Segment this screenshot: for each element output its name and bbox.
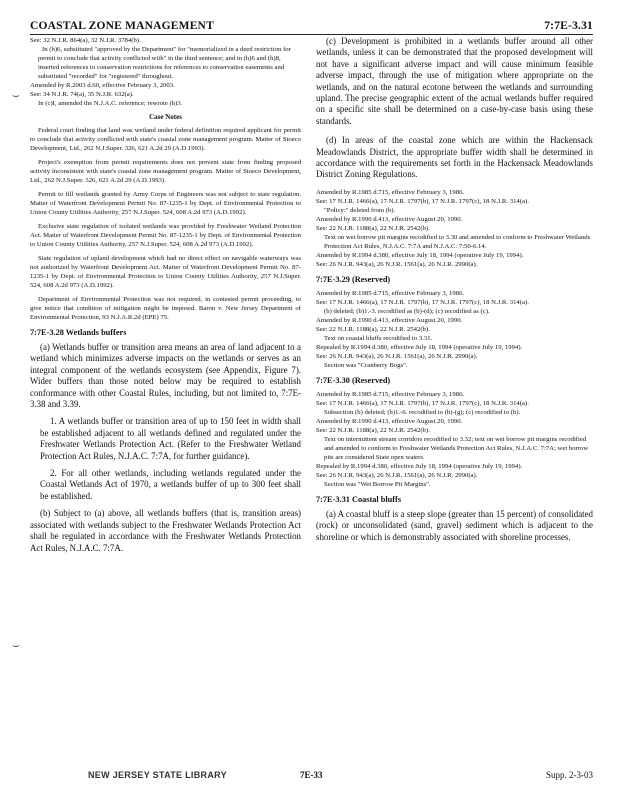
margin-mark: ⌣ [12, 88, 20, 102]
library-stamp: NEW JERSEY STATE LIBRARY [88, 770, 227, 780]
left-column [30, 36, 301, 554]
case-note: Federal court finding that land was wetland under federal definition required applicant for permit to conclude that activity conflicted with state's coastal zone management program. Matter of Stoeco Development, Ltd., 262 N.J.Super. 326, 621 A.2d 29 (A.D.1993). [30, 127, 301, 152]
history-line: See: 26 N.J.R. 943(a), 26 N.J.R. 1561(a), 26 N.J.R. 2990(a). [316, 260, 478, 268]
section-heading-3-31: 7:7E-3.31 Coastal bluffs [316, 494, 402, 504]
history-line: Text on wet borrow pit margins recodified to 3.30 and amended to conform to Freshwater Wetlands Protection Act Rules, N.J.A.C. 7:7A and N.J.A.C. 7:50-6.14. [324, 233, 591, 250]
section-3-31-a: (a) A coastal bluff is a steep slope (greater than 15 percent) of consolidated (rock) or unconsolidated (sand, gravel) sediment which is adjacent to the shoreline or which is demonstrably associated with shoreline processes. [316, 508, 593, 542]
case-note: Exclusive state regulation of isolated wetlands was provided by Freshwater Wetland Protection Act. Matter of Waterfront Development Permit No. 87-1235-1 by Dept. of Environmental Protection to Union County Utilities Authority, 257 N.J.Super. 524, 608 A.2d 973 (A.D.1992). [30, 223, 301, 248]
header-section: 7:7E-3.31 [544, 20, 593, 32]
history-line: Amended by R.1990 d.413, effective August 20, 1990. [316, 215, 463, 223]
section-heading-3-29: 7:7E-3.29 (Reserved) [316, 274, 391, 284]
history-notes-3-28 [316, 188, 593, 269]
margin-mark: ⌣ [12, 638, 20, 652]
history-line: See: 26 N.J.R. 943(a), 26 N.J.R. 1561(a), 26 N.J.R. 2990(a). [316, 471, 478, 479]
section-heading-3-30: 7:7E-3.30 (Reserved) [316, 375, 391, 385]
history-line: Repealed by R.1994 d.380, effective July 18, 1994 (operative July 19, 1994). [316, 462, 523, 470]
right-column [316, 36, 593, 543]
running-header [30, 8, 593, 35]
history-line: In (h)6, substituted "approved by the Department" for "memorialized in a deed restriction for permit to conclude that activity conflicted with" in the third sentence; and in (h)6 and (h)8, inserted references to conservation restrictions for references to conservation easements and substituted "recorded" for "registered" throughout. [38, 46, 291, 80]
history-notes [30, 36, 301, 108]
history-line: Amended by R.2003 d.60, effective February 3, 2003. [30, 82, 175, 89]
section-3-28-a2: 2. For all other wetlands, including wetlands regulated under the Coastal Wetlands Act of 1970, a wetlands buffer of up to 300 feet shall be established. [40, 468, 301, 501]
history-line: See: 17 N.J.R. 1466(a), 17 N.J.R. 1797(b), 17 N.J.R. 1797(c), 18 N.J.R. 314(a). [316, 298, 529, 306]
history-line: Section was "Wet Borrow Pit Margins". [324, 480, 431, 488]
case-note: Permit to fill wetlands granted by Army Corps of Engineers was not subject to state regulation. Matter of Waterfront Development Permit No. 87-1235-1 by Dept. of Environmental Protection to Union County Utilities Authority, 257 N.J.Super. 524, 608 A.2d 973 (A.D.1992). [30, 191, 301, 216]
history-line: "Policy:" deleted from (b). [324, 206, 396, 214]
history-line: See: 32 N.J.R. 864(a), 32 N.J.R. 3784(b). [30, 37, 141, 44]
section-3-28-b: (b) Subject to (a) above, all wetlands buffers (that is, transition areas) associated with wetlands subject to the Freshwater Wetlands Protection Act shall be regulated in accordance with the Freshwater Wetlands Protection Act Rules, N.J.A.C. 7:7A. [30, 508, 301, 553]
case-note: Department of Environmental Protection was not required, in contested permit proceeding, to give notice that condition of mitigation might be imposed. Baron v. New Jersey Department of Environmental Protection, 93 N.J.A.R.2d (EPE) 75. [30, 296, 301, 321]
history-line: Amended by R.1990 d.413, effective August 20, 1990. [316, 316, 463, 324]
history-line: In (c)I, amended the N.J.A.C. reference; rewrote (h)3. [38, 100, 183, 107]
case-note: State regulation of upland development which had no direct effect on navigable waterways was not authorized by Waterfront Development Act. Matter of Waterfront Development Permit No. 87-1235-1 by Dept. of Environmental Protection to Union County Utilities Authority, 257 N.J.Super. 524, 608 A.2d 973 (A.D.1992). [30, 255, 301, 289]
history-line: Amended by R.1985 d.715, effective February 3, 1986. [316, 289, 465, 297]
case-notes-title: Case Notes [149, 113, 182, 121]
history-line: Text on intermittent stream corridors recodified to 3.32; text on wet borrow pit margins recodified and amended to conform to Freshwater Wetlands Protection Act Rules, N.J.A.C. 7:7A; wet borrow pits are considered State open waters. [324, 435, 589, 461]
history-line: (b) deleted; (b)1.-3. recodified as (b)-(d); (c) recodified as (c). [324, 307, 490, 315]
page-number: 7E-33 [300, 770, 323, 780]
history-notes-3-29 [316, 289, 593, 370]
history-line: See: 34 N.J.R. 74(a), 35 N.J.R. 632(a). [30, 91, 134, 98]
history-line: Amended by R.1985 d.715, effective February 3, 1986. [316, 188, 465, 196]
history-line: Text on coastal bluffs recodified to 3.31. [324, 334, 433, 342]
history-line: Repealed by R.1994 d.380, effective July 18, 1994 (operative July 19, 1994). [316, 343, 523, 351]
history-line: See: 22 N.J.R. 1188(a), 22 N.J.R. 2542(b). [316, 426, 430, 434]
history-line: Amended by R.1985 d.715, effective February 3, 1986. [316, 390, 465, 398]
history-line: See: 22 N.J.R. 1188(a), 22 N.J.R. 2542(b). [316, 325, 430, 333]
history-line: See: 26 N.J.R. 943(a), 26 N.J.R. 1561(a), 26 N.J.R. 2990(a). [316, 352, 478, 360]
header-title: COASTAL ZONE MANAGEMENT [30, 20, 214, 32]
history-line: See: 17 N.J.R. 1466(a), 17 N.J.R. 1797(b), 17 N.J.R. 1797(c), 18 N.J.R. 314(a). [316, 399, 529, 407]
history-line: See: 17 N.J.R. 1466(a), 17 N.J.R. 1797(b), 17 N.J.R. 1797(c), 18 N.J.R. 314(a). [316, 197, 529, 205]
case-note: Project's exemption from permit requirements does not prevent state from finding proposed activity inconsistent with state's coastal zone management program. Matter of Stoeco Development, Ltd., 262 N.J.Super. 326, 621 A.2d 29 (A.D.1993). [30, 159, 301, 184]
section-3-28-d: (d) In areas of the coastal zone which are within the Hackensack Meadowlands District, the appropriate buffer width shall be determined in accordance with the requirements set forth in the Hackensack Meadowlands District Zoning Regulations. [316, 135, 593, 180]
history-line: Subsection (b) deleted; (b)1.-6. recodified to (b)-(g); (c) recodified to (h). [324, 408, 521, 416]
section-3-28-a: (a) Wetlands buffer or transition area means an area of land adjacent to a wetland which minimizes adverse impacts on the wetlands or serves as an integral component of the wetlands ecosystem (see Appendix, Figure 7). Wider buffers than those noted below may be required to establish conformance with other Coastal Rules, including, but not limited to, 7:7E-3.38 and 3.39. [30, 342, 301, 410]
section-3-28-c: (c) Development is prohibited in a wetlands buffer around all other wetlands, unless it can be demonstrated that the proposed development will not have a significant adverse impact and will cause minimum feasible adverse impact, through the use of mitigation where appropriate on the wetlands, and on the natural ecotone between the wetlands and surrounding upland. The precise geographic extent of the actual wetlands buffer required on a specific site shall be determined on a case-by-case basis using these standards. [316, 36, 593, 126]
history-line: Amended by R.1990 d.413, effective August 20, 1990. [316, 417, 463, 425]
history-line: See: 22 N.J.R. 1188(a), 22 N.J.R. 2542(b). [316, 224, 430, 232]
history-notes-3-30 [316, 390, 593, 489]
history-line: Section was "Cranberry Bogs". [324, 361, 408, 369]
section-heading-3-28: 7:7E-3.28 Wetlands buffers [30, 328, 127, 337]
history-line: Amended by R.1994 d.380, effective July 18, 1994 (operative July 19, 1994). [316, 251, 524, 259]
supplement-date: Supp. 2-3-03 [546, 770, 593, 780]
section-3-28-a1: 1. A wetlands buffer or transition area of up to 150 feet in width shall be established adjacent to all wetlands defined and regulated under the Freshwater Wetlands Protection Act. (Refer to the Freshwater Wetland Protection Act Rules, N.J.A.C. 7:7A, for further guidance). [40, 416, 301, 461]
